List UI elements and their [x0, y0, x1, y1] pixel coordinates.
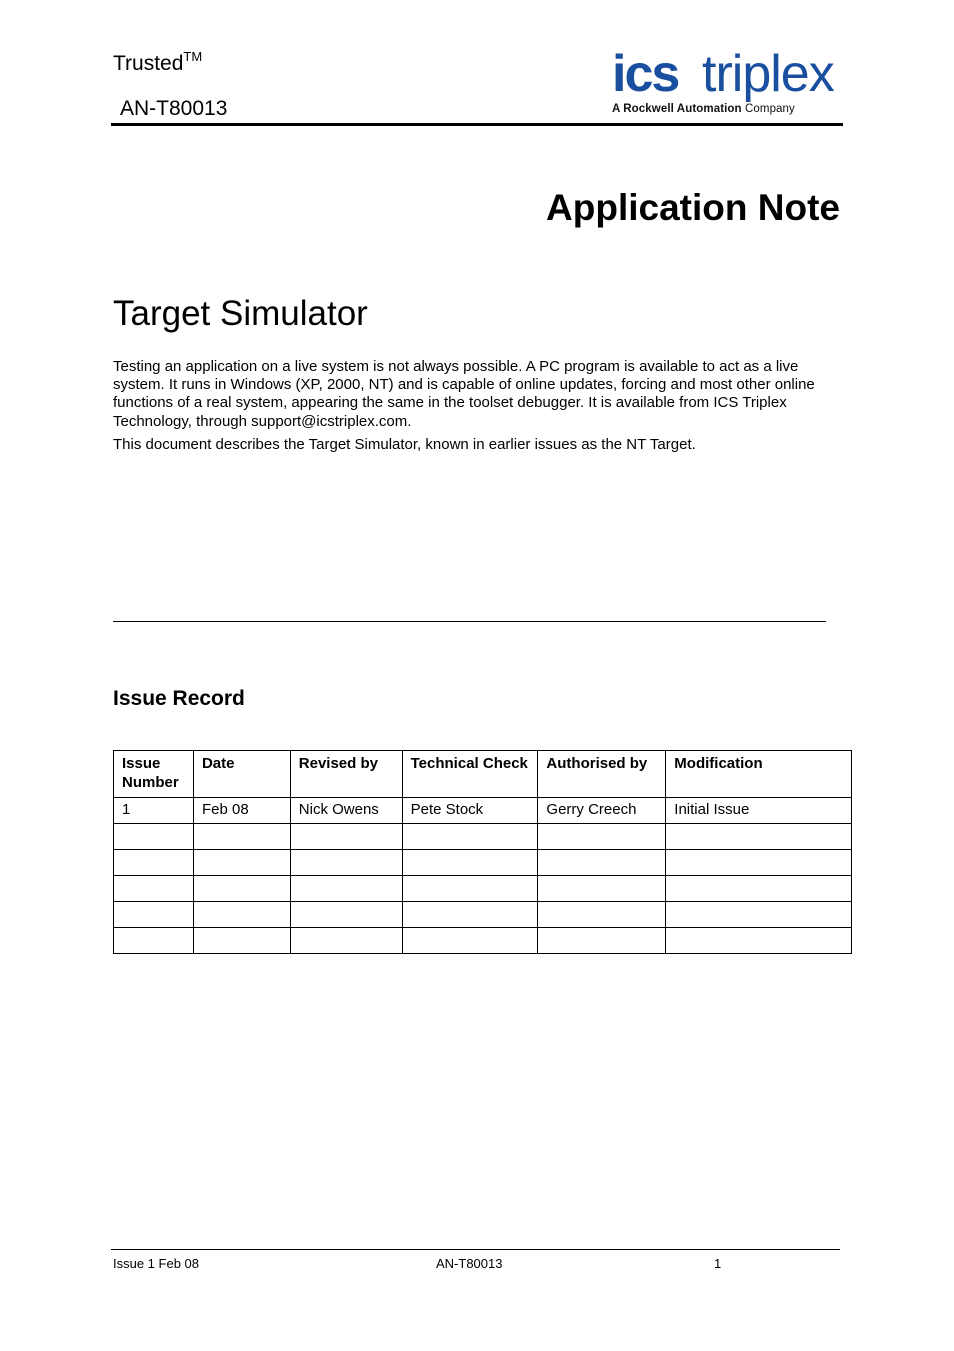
trademark-sup: TM [183, 49, 203, 64]
footer-rule [111, 1249, 840, 1250]
table-cell [538, 850, 666, 876]
table-cell [538, 876, 666, 902]
table-cell: Nick Owens [290, 798, 402, 824]
table-cell [402, 928, 538, 954]
header-rule [111, 123, 843, 126]
issue-record-table [113, 750, 852, 954]
table-cell [114, 824, 194, 850]
table-cell [193, 850, 290, 876]
table-cell [114, 876, 194, 902]
footer-page-number: 1 [714, 1256, 722, 1271]
table-cell [666, 824, 852, 850]
table-cell [193, 928, 290, 954]
table-cell: Initial Issue [666, 798, 852, 824]
ics-triplex-logo [610, 46, 842, 120]
table-cell [193, 876, 290, 902]
table-cell [402, 824, 538, 850]
table-row [114, 824, 852, 850]
table-cell [290, 876, 402, 902]
table-cell [666, 850, 852, 876]
table-cell [193, 902, 290, 928]
table-header-row [114, 751, 852, 798]
col-header-revised-by: Revised by [290, 751, 402, 798]
table-cell [290, 902, 402, 928]
brand-name [113, 49, 203, 78]
col-header-authorised-by: Authorised by [538, 751, 666, 798]
logo-ics-text: ics [612, 45, 679, 103]
header-doc-number: AN-T80013 [120, 97, 228, 120]
page-title: Target Simulator [113, 294, 368, 333]
table-cell: Pete Stock [402, 798, 538, 824]
table-cell [538, 824, 666, 850]
table-row [114, 902, 852, 928]
table-cell: Feb 08 [193, 798, 290, 824]
col-header-technical-check: Technical Check [402, 751, 538, 798]
table-cell: Gerry Creech [538, 798, 666, 824]
logo-tagline-company: Company [744, 103, 795, 115]
logo-triplex-text: triplex [702, 45, 834, 103]
table-cell [114, 902, 194, 928]
document-type-heading: Application Note [546, 187, 840, 228]
table-cell [538, 928, 666, 954]
col-header-date: Date [193, 751, 290, 798]
table-row [114, 798, 852, 824]
col-header-modification: Modification [666, 751, 852, 798]
table-cell [290, 824, 402, 850]
description-paragraph: This document describes the Target Simulator, known in earlier issues as the NT Target. [113, 436, 696, 453]
issue-record-heading: Issue Record [113, 687, 245, 710]
table-cell [538, 902, 666, 928]
footer-issue: Issue 1 Feb 08 [113, 1256, 199, 1271]
brand-text: Trusted [113, 52, 184, 75]
col-header-issue-number: Issue Number [114, 751, 194, 798]
table-row [114, 928, 852, 954]
section-divider [113, 621, 826, 622]
table-cell [114, 850, 194, 876]
table-cell [290, 928, 402, 954]
table-cell [114, 928, 194, 954]
table-cell [666, 876, 852, 902]
table-row [114, 850, 852, 876]
table-cell [402, 850, 538, 876]
table-cell [402, 902, 538, 928]
table-row [114, 876, 852, 902]
logo-tagline [612, 103, 795, 115]
table-cell: 1 [114, 798, 194, 824]
table-cell [666, 902, 852, 928]
table-cell [290, 850, 402, 876]
intro-paragraph: Testing an application on a live system is not always possible. A PC program is available to act as a live system. It runs in Windows (XP, 2000, NT) and is capable of online updates, forcing and most other online functions of a real system, appearing the same in the toolset debugger. It is available from ICS Triplex Technology, through support@icstriplex.com. [113, 358, 815, 430]
table-cell [402, 876, 538, 902]
logo-tagline-bold: A Rockwell Automation [612, 103, 742, 115]
table-cell [193, 824, 290, 850]
footer-doc-number: AN-T80013 [436, 1256, 503, 1271]
table-cell [666, 928, 852, 954]
